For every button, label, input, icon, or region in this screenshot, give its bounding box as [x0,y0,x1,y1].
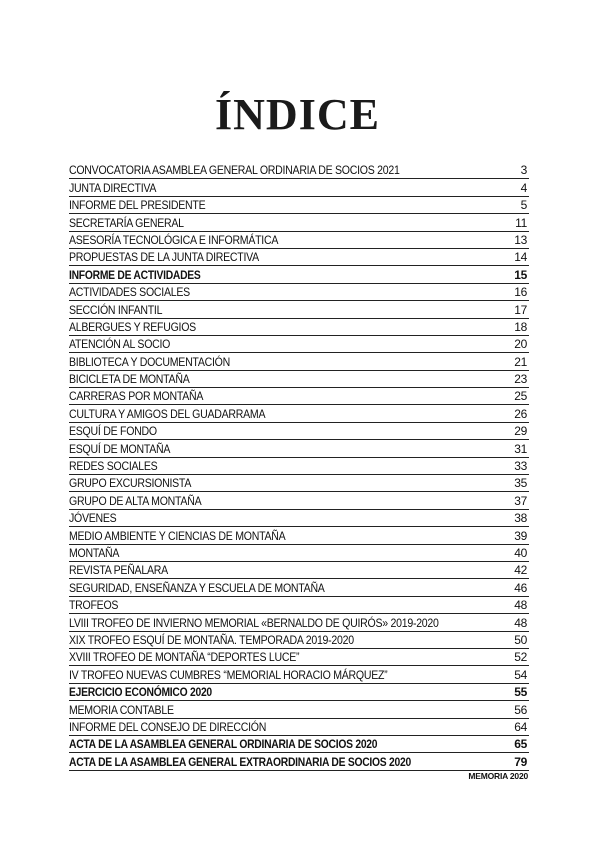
table-of-contents [69,162,529,771]
toc-entry [69,371,529,388]
toc-entry-page-number: 38 [514,511,527,526]
toc-entry-title: SECRETARÍA GENERAL [69,215,184,230]
toc-entry [69,545,529,562]
toc-entry [69,492,529,509]
toc-entry-title: INFORME DEL PRESIDENTE [69,198,206,213]
toc-entry [69,423,529,440]
toc-entry-page-number: 33 [514,459,527,474]
toc-entry [69,336,529,353]
page-footer: MEMORIA 2020 [468,771,528,781]
toc-entry [69,597,529,614]
toc-entry [69,510,529,527]
toc-entry-page-number: 48 [514,598,527,613]
toc-entry-page-number: 26 [514,406,527,421]
toc-entry-page-number: 50 [514,632,527,647]
toc-entry [69,179,529,196]
page-title: ÍNDICE [215,90,380,139]
toc-entry-page-number: 23 [514,372,527,387]
toc-entry [69,562,529,579]
toc-entry-title: ESQUÍ DE FONDO [69,424,157,439]
toc-entry [69,753,529,770]
toc-entry [69,301,529,318]
toc-entry-page-number: 37 [514,493,527,508]
toc-entry [69,249,529,266]
toc-entry [69,475,529,492]
toc-entry [69,405,529,422]
toc-entry-title: SECCIÓN INFANTIL [69,302,163,317]
toc-entry-title: CULTURA Y AMIGOS DEL GUADARRAMA [69,406,266,421]
toc-entry [69,579,529,596]
toc-entry-page-number: 21 [514,354,527,369]
toc-entry [69,684,529,701]
toc-entry [69,719,529,736]
toc-entry-title: IV TROFEO NUEVAS CUMBRES “MEMORIAL HORACIO MÁRQUEZ” [69,667,388,682]
toc-entry-page-number: 20 [514,337,527,352]
toc-entry-page-number: 64 [514,719,527,734]
toc-entry-title: MEMORIA CONTABLE [69,702,174,717]
toc-entry [69,197,529,214]
toc-entry [69,527,529,544]
toc-entry [69,353,529,370]
toc-entry-page-number: 55 [514,685,527,700]
toc-entry-title: LVIII TROFEO DE INVIERNO MEMORIAL «BERNALDO DE QUIRÓS» 2019-2020 [69,615,439,630]
toc-entry-title: ACTA DE LA ASAMBLEA GENERAL EXTRAORDINARIA DE SOCIOS 2020 [69,754,411,769]
toc-entry-title: ESQUÍ DE MONTAÑA [69,441,171,456]
toc-entry-page-number: 11 [515,215,527,230]
toc-entry-page-number: 16 [514,285,527,300]
toc-entry-title: REVISTA PEÑALARA [69,563,168,578]
toc-entry [69,614,529,631]
toc-entry [69,440,529,457]
toc-entry [69,666,529,683]
toc-entry-page-number: 4 [520,180,527,195]
toc-entry-page-number: 29 [514,424,527,439]
toc-entry-title: ATENCIÓN AL SOCIO [69,337,171,352]
toc-entry [69,232,529,249]
toc-entry [69,162,529,179]
toc-entry-page-number: 79 [514,754,527,769]
toc-entry-title: JÓVENES [69,511,117,526]
toc-entry-title: PROPUESTAS DE LA JUNTA DIRECTIVA [69,250,259,265]
toc-entry-title: EJERCICIO ECONÓMICO 2020 [69,685,212,700]
toc-entry-page-number: 42 [514,563,527,578]
toc-entry-page-number: 39 [514,528,527,543]
toc-entry-page-number: 40 [514,545,527,560]
toc-entry-title: GRUPO DE ALTA MONTAÑA [69,493,202,508]
toc-entry-title: TROFEOS [69,598,119,613]
toc-entry-title: GRUPO EXCURSIONISTA [69,476,192,491]
toc-entry-title: XVIII TROFEO DE MONTAÑA “DEPORTES LUCE” [69,650,300,665]
toc-entry [69,214,529,231]
toc-entry-page-number: 17 [514,302,527,317]
toc-entry-title: INFORME DEL CONSEJO DE DIRECCIÓN [69,719,267,734]
toc-entry-page-number: 48 [514,615,527,630]
toc-entry-page-number: 65 [514,737,527,752]
toc-entry-page-number: 13 [514,232,527,247]
toc-entry-page-number: 3 [520,163,527,178]
toc-entry [69,388,529,405]
toc-entry-title: ACTIVIDADES SOCIALES [69,285,190,300]
toc-entry [69,649,529,666]
toc-entry-title: BICICLETA DE MONTAÑA [69,372,190,387]
toc-entry [69,701,529,718]
toc-entry [69,266,529,283]
toc-entry-page-number: 18 [514,319,527,334]
toc-entry-title: BIBLIOTECA Y DOCUMENTACIÓN [69,354,230,369]
toc-entry-title: XIX TROFEO ESQUÍ DE MONTAÑA. TEMPORADA 2019-2020 [69,632,354,647]
toc-entry [69,632,529,649]
toc-entry-title: REDES SOCIALES [69,459,158,474]
toc-entry-title: JUNTA DIRECTIVA [69,180,157,195]
toc-entry-page-number: 52 [514,650,527,665]
toc-entry-title: ASESORÍA TECNOLÓGICA E INFORMÁTICA [69,232,279,247]
toc-entry-page-number: 5 [520,198,527,213]
toc-entry-page-number: 46 [514,580,527,595]
toc-entry [69,284,529,301]
toc-entry-title: SEGURIDAD, ENSEÑANZA Y ESCUELA DE MONTAÑA [69,580,325,595]
toc-entry-title: ALBERGUES Y REFUGIOS [69,319,196,334]
toc-entry-title: MONTAÑA [69,545,120,560]
toc-entry-page-number: 15 [514,267,527,282]
toc-entry-page-number: 35 [514,476,527,491]
toc-entry-title: CARRERAS POR MONTAÑA [69,389,204,404]
toc-entry [69,319,529,336]
toc-entry-title: ACTA DE LA ASAMBLEA GENERAL ORDINARIA DE SOCIOS 2020 [69,737,378,752]
toc-entry-page-number: 56 [514,702,527,717]
toc-entry-page-number: 14 [514,250,527,265]
toc-entry-title: CONVOCATORIA ASAMBLEA GENERAL ORDINARIA DE SOCIOS 2021 [69,163,400,178]
toc-entry-page-number: 25 [514,389,527,404]
toc-entry-title: MEDIO AMBIENTE Y CIENCIAS DE MONTAÑA [69,528,286,543]
toc-entry-title: INFORME DE ACTIVIDADES [69,267,201,282]
toc-entry [69,458,529,475]
toc-entry [69,736,529,753]
toc-entry-page-number: 54 [514,667,527,682]
toc-entry-page-number: 31 [514,441,527,456]
